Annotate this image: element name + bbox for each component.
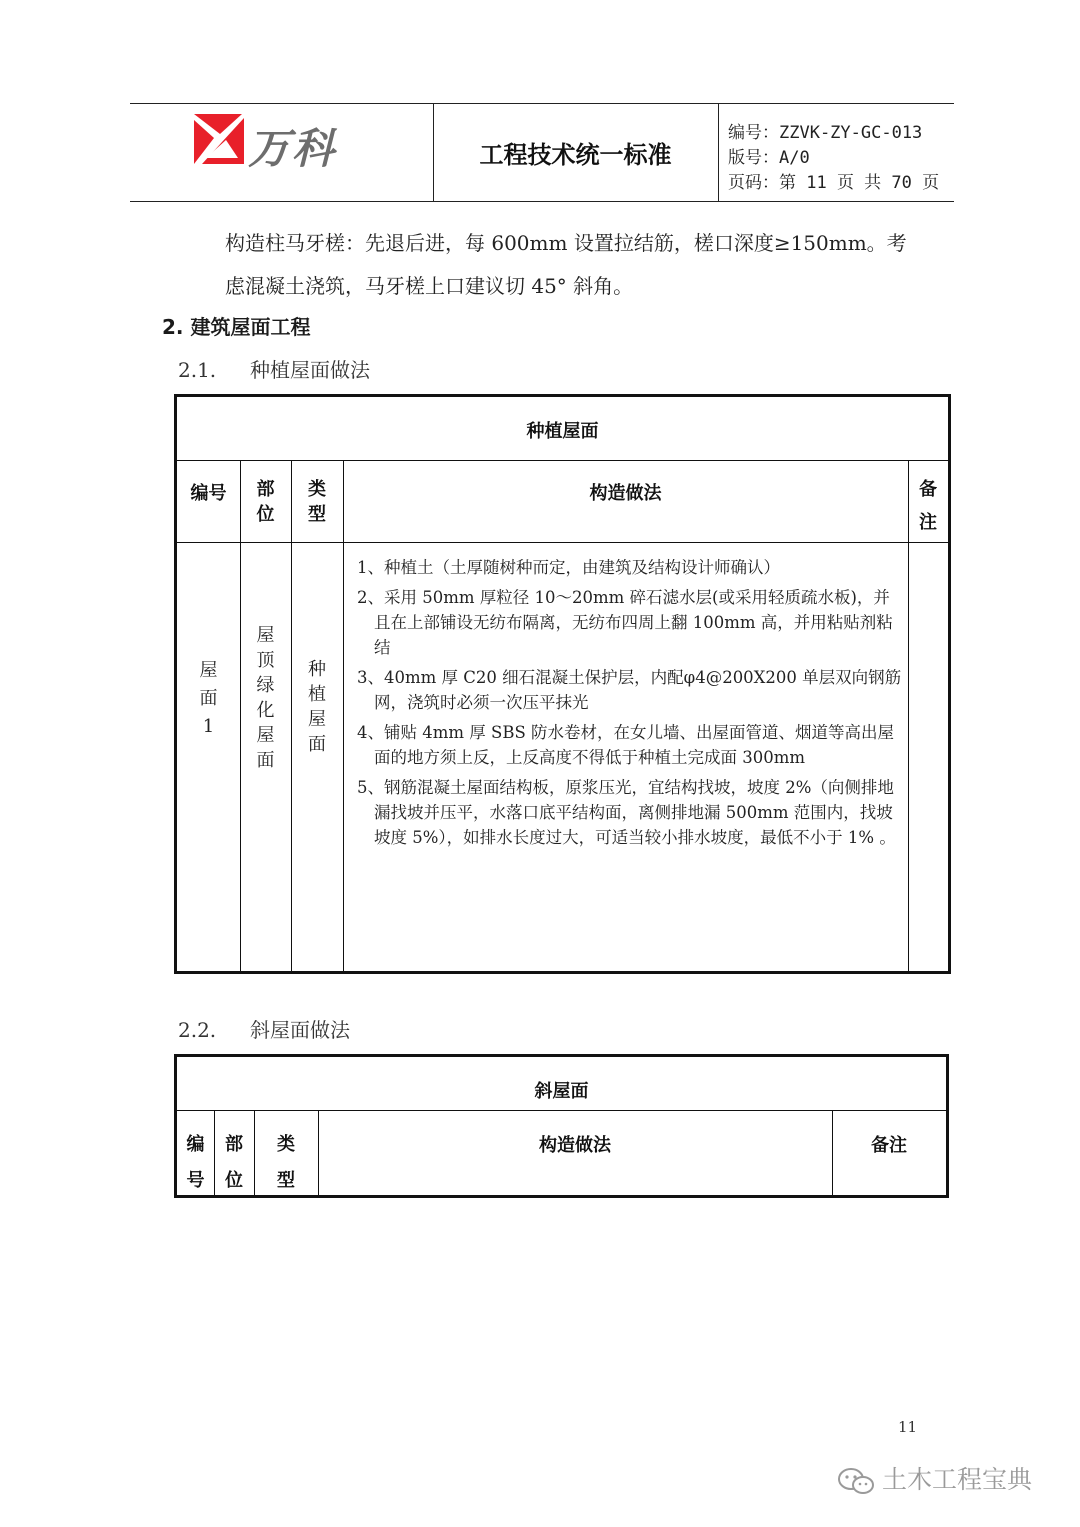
- table-rule: [177, 460, 948, 461]
- list-item: 3、40mm 厚 C20 细石混凝土保护层，内配φ4@200X200 单层双向钢筋网，浇筑时必须一次压平抹光: [357, 668, 902, 712]
- planting-roof-table: [174, 394, 951, 974]
- header-type: 类 型: [308, 479, 326, 525]
- intro-line: 虑混凝土浇筑，马牙槎上口建议切 45° 斜角。: [225, 274, 634, 298]
- list-item: 2、采用 50mm 厚粒径 10～20mm 碎石滤水层(或采用轻质疏水板)，并且在上部铺设无纺布隔离，无纺布四周上翻 100mm 高，并用粘贴剂粘结: [357, 588, 893, 657]
- header-top-rule: [130, 103, 954, 104]
- table-rule: [908, 460, 909, 974]
- subsection-title: 种植屋面做法: [250, 358, 370, 382]
- header-code: 编号: [190, 483, 227, 504]
- subsection-number: 2.2.: [178, 1018, 217, 1042]
- row-type: 种 植 屋 面: [308, 659, 326, 755]
- subsection-heading: [178, 1014, 350, 1043]
- section-heading: 2. 建筑屋面工程: [162, 315, 311, 339]
- doc-number: 编号：ZZVK-ZY-GC-013: [728, 123, 923, 143]
- table-title: 种植屋面: [526, 421, 599, 442]
- header-remark: 备 注: [919, 479, 937, 533]
- watermark-text: 土木工程宝典: [882, 1465, 1033, 1494]
- header-method: 构造做法: [589, 483, 662, 504]
- table-title: 斜屋面: [534, 1081, 589, 1102]
- header-part: 部 位: [225, 1134, 243, 1191]
- header-type: 类 型: [277, 1134, 295, 1191]
- page-number: 11: [898, 1418, 918, 1436]
- list-item: 4、铺贴 4mm 厚 SBS 防水卷材，在女儿墙、出屋面管道、烟道等高出屋面的地方须上反，上反高度不得低于种植土完成面 300mm: [357, 723, 894, 767]
- version-number: 版号：A/0: [728, 148, 810, 168]
- construction-steps: [357, 555, 905, 855]
- intro-line: 构造柱马牙槎：先退后进，每 600mm 设置拉结筋，槎口深度≥150mm。考: [225, 231, 907, 255]
- header-part: 部 位: [256, 479, 275, 525]
- table-rule: [177, 1110, 946, 1111]
- row-part: 屋 顶 绿 化 屋 面: [256, 625, 275, 771]
- pitched-roof-table: [174, 1054, 949, 1198]
- wechat-icon: [836, 1466, 876, 1496]
- standard-title: 工程技术统一标准: [479, 141, 672, 169]
- header-code: 编 号: [186, 1134, 205, 1191]
- row-code: 屋 面 1: [199, 660, 218, 737]
- header-method: 构造做法: [539, 1135, 611, 1156]
- subsection-number: 2.1.: [178, 358, 217, 382]
- list-item: 5、钢筋混凝土屋面结构板，原浆压光，宜结构找坡，坡度 2%（向侧排地漏找坡并压平，水落口底平结构面，离侧排地漏 500mm 范围内，找坡坡度 5%），如排水长度过大，可适当较小排水坡度，最低不小于 1% 。: [357, 778, 896, 847]
- page-info: 页码：第 11 页 共 70 页: [728, 173, 940, 193]
- list-item: 1、种植土（土厚随树种而定，由建筑及结构设计师确认）: [357, 558, 780, 577]
- table-rule: [343, 460, 344, 974]
- vanke-logo-icon: [192, 112, 246, 166]
- header-divider: [718, 103, 719, 201]
- header-bottom-rule: [130, 201, 954, 202]
- table-rule: [177, 542, 948, 543]
- subsection-heading: [178, 354, 370, 383]
- header-remark: 备注: [871, 1135, 907, 1156]
- watermark: [836, 1460, 1032, 1496]
- subsection-title: 斜屋面做法: [250, 1018, 350, 1042]
- logo-text: 万科: [248, 124, 337, 173]
